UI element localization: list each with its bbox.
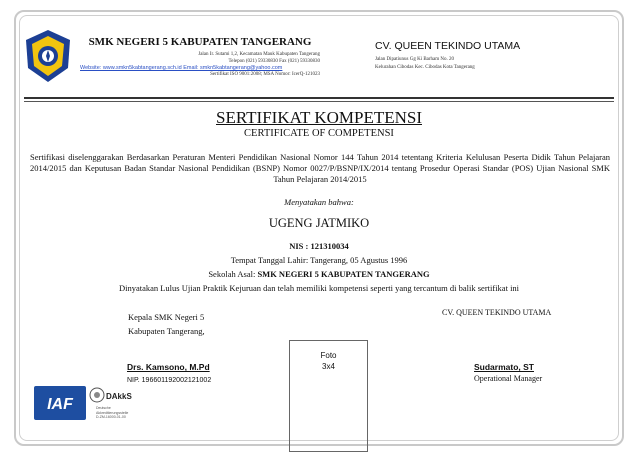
stated-label: Menyatakan bahwa:: [284, 197, 354, 207]
principal-nip: NIP. 196601192002121002: [127, 377, 212, 384]
school-logo-icon: [24, 28, 72, 84]
photo-placeholder: [289, 340, 368, 452]
header-divider: [24, 97, 614, 99]
school-name: SMK NEGERI 5 KABUPATEN TANGERANG: [88, 36, 312, 48]
principal-title-line1: Kepala SMK Negeri 5: [128, 312, 205, 322]
school-header: [80, 36, 320, 78]
company-header: [375, 40, 595, 72]
photo-label: Foto: [320, 351, 337, 360]
origin-school-value: SMK NEGERI 5 KABUPATEN TANGERANG: [257, 269, 430, 279]
dakks-subtext: [96, 406, 136, 420]
dakks-subtext-3: D-ZM-16000-01-00: [96, 415, 126, 419]
dakks-logo-text: DAkkS: [106, 392, 132, 401]
certificate-title: SERTIFIKAT KOMPETENSI: [216, 108, 422, 127]
company-name: CV. QUEEN TEKINDO UTAMA: [375, 40, 521, 52]
dakks-subtext-1: Deutsche: [96, 406, 111, 410]
principal-title: [128, 310, 205, 338]
legal-basis-paragraph: Sertifikasi diselenggarakan Berdasarkan Peraturan Menteri Pendidikan Nasional Nomor 144 Tahun 2014 tetentang Kriteria Kelulusan Peserta Didik Tahun Pelajaran 2014/2015 dan Keputusan Badan Standar Nasional Pendidikan (BSNP) Nomor 0027/P/BSNP/IX/2014 tentang Prosedur Operasi Standar (POS) Ujian Nasional SMK Tahun Pelajaran 2014/2015: [30, 152, 610, 184]
header-divider-thin: [24, 101, 614, 102]
student-nis: NIS : 121310034: [289, 241, 349, 251]
origin-school: [0, 269, 638, 279]
principal-title-line2: Kabupaten Tangerang,: [128, 326, 205, 336]
school-website-link[interactable]: Website: www.smkn5kabtangerang.sch.id Email: smkn5kabtangerang@yahoo.com: [80, 65, 283, 71]
company-address-2: Kelurahan Cibodas Kec. Cibodas Kota Tangerang: [375, 65, 475, 70]
manager-name: Sudarmato, ST: [474, 362, 534, 372]
school-phone: Telepon (021) 59330830 Fax (021) 59330830: [228, 59, 320, 64]
recipient-name: UGENG JATMIKO: [268, 216, 370, 230]
iaf-logo-icon: [34, 386, 86, 420]
company-address-1: Jalan Dipatiunus Gg Ki Barham No. 20: [375, 57, 455, 62]
certificate-subtitle: CERTIFICATE OF COMPETENSI: [244, 128, 394, 139]
school-certification: Sertifikat ISO 9001:2008; MSA Nomor: IcerQ-121023: [210, 72, 320, 77]
origin-school-label: Sekolah Asal:: [208, 269, 258, 279]
dakks-subtext-2: Akkreditierungsstelle: [96, 410, 129, 415]
company-signatory-title: CV. QUEEN TEKINDO UTAMA: [442, 308, 552, 317]
birth-place-date: Tempat Tanggal Lahir: Tangerang, 05 Agustus 1996: [230, 255, 408, 265]
manager-role: Operational Manager: [474, 374, 543, 383]
school-address: Jalan Ir. Sutami 1,2, Kecamatan Mauk Kabupaten Tangerang: [198, 52, 320, 57]
iaf-logo-text: IAF: [47, 396, 73, 413]
declaration-text: Dinyatakan Lulus Ujian Praktik Kejuruan dan telah memiliki kompetensi seperti yang tercantum di balik sertifikat ini: [118, 283, 520, 293]
photo-size: 3x4: [322, 362, 335, 371]
principal-name: Drs. Kamsono, M.Pd: [127, 362, 210, 372]
